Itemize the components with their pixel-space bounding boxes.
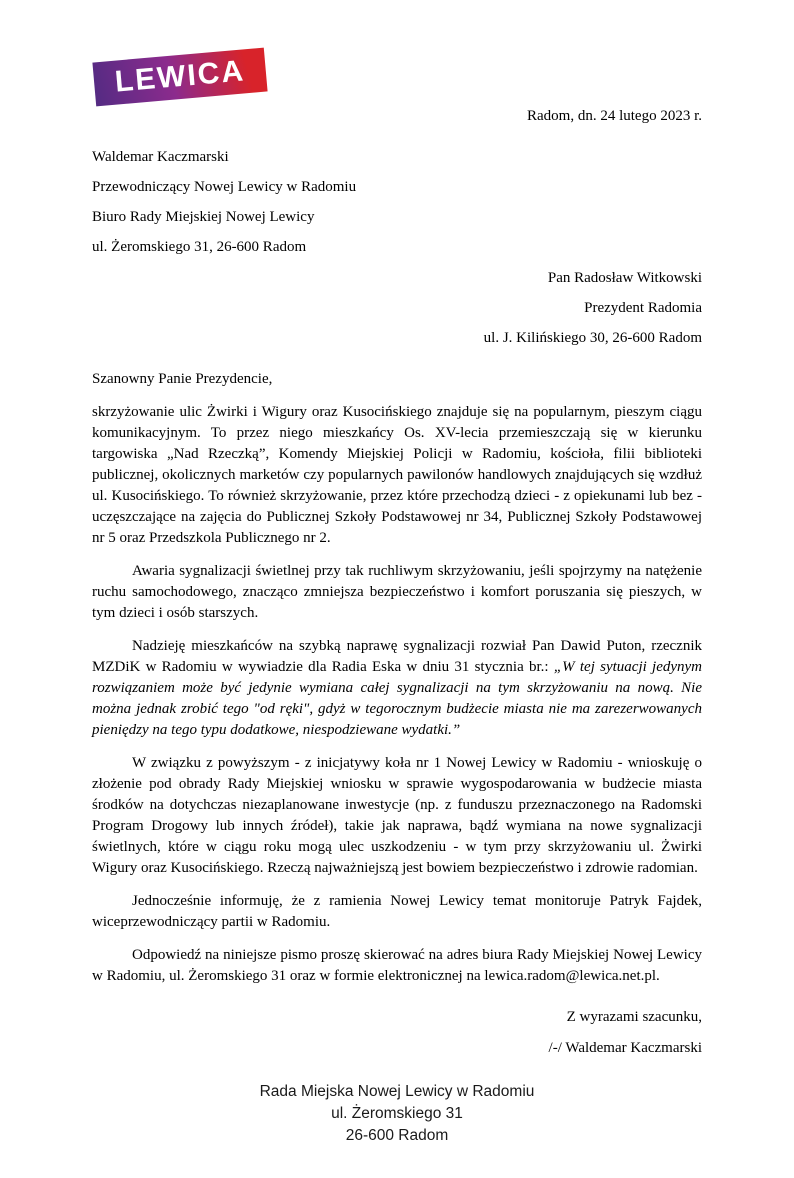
footer-organization: Rada Miejska Nowej Lewicy w Radomiu	[259, 1083, 535, 1100]
recipient-title: Prezydent Radomia	[584, 300, 702, 316]
letter-content	[0, 105, 794, 1147]
paragraph-1: skrzyżowanie ulic Żwirki i Wigury oraz Kusocińskiego znajduje się na popularnym, pieszym ciągu komunikacyjnym. To przez niego mieszkańcy Os. XV-lecia przemieszczają się w kierunku targowiska „Nad Rzeczką”, Komendy Miejskiej Policji w Radomiu, kościoła, filii biblioteki publicznej, okolicznych marketów czy popularnych pawilonów handlowych znajdujących się wzdłuż ul. Kusocińskiego. To również skrzyżowanie, przez które przechodzą dzieci - z opiekunami lub bez - uczęszczające na zajęcia do Publicznej Szkoły Podstawowej nr 34, Publicznej Szkoły Podstawowej nr 5 oraz Przedszkola Publicznego nr 2.	[92, 404, 702, 546]
paragraph-6: Odpowiedź na niniejsze pismo proszę skierować na adres biura Rady Miejskiej Nowej Lewicy w Radomiu, ul. Żeromskiego 31 oraz w formie elektronicznej na lewica.radom@lewica.net.pl.	[92, 947, 702, 984]
lewica-logo-text: LEWICA	[113, 54, 247, 99]
paragraph-3	[92, 636, 702, 741]
signature: /-/ Waldemar Kaczmarski	[548, 1040, 702, 1056]
footer-street: ul. Żeromskiego 31	[331, 1105, 463, 1122]
recipient-name: Pan Radosław Witkowski	[547, 270, 702, 286]
sender-address: ul. Żeromskiego 31, 26-600 Radom	[92, 239, 307, 255]
recipient-address: ul. J. Kilińskiego 30, 26-600 Radom	[483, 330, 702, 346]
sender-block	[92, 147, 702, 258]
sender-office: Biuro Rady Miejskiej Nowej Lewicy	[92, 209, 315, 225]
paragraph-2: Awaria sygnalizacji świetlnej przy tak ruchliwym skrzyżowaniu, jeśli spojrzymy na natężenie ruchu samochodowego, znacząco zmniejsza bezpieczeństwo i komfort poruszania się pieszych, w tym dzieci i osób starszych.	[92, 563, 702, 621]
footer-block	[92, 1081, 702, 1147]
salutation: Szanowny Panie Prezydencie,	[92, 371, 273, 387]
valediction: Z wyrazami szacunku,	[566, 1009, 702, 1025]
footer-city: 26-600 Radom	[345, 1127, 449, 1144]
paragraph-3-lead: Nadzieję mieszkańców na szybką naprawę sygnalizacji rozwiał Pan Dawid Puton, rzecznik MZDiK w Radomiu w wywiadzie dla Radia Eska w dniu 31 stycznia br.:	[92, 638, 702, 675]
sender-title: Przewodniczący Nowej Lewicy w Radomiu	[92, 179, 357, 195]
closing-block	[92, 1007, 702, 1059]
paragraph-3-quote: „W tej sytuacji jedynym rozwiązaniem może być jedynie wymiana całej sygnalizacji na tym skrzyżowaniu na nową. Nie można jednak zrobić tego "od ręki", gdyż w tegorocznym budżecie miasta nie ma zarezerwowanych pieniędzy na tego typu dodatkowe, niespodziewane wydatki.”	[92, 659, 702, 738]
paragraph-5: Jednocześnie informuję, że z ramienia Nowej Lewicy temat monitoruje Patryk Fajdek, wiceprzewodniczący partii w Radomiu.	[92, 893, 702, 930]
sender-name: Waldemar Kaczmarski	[92, 149, 229, 165]
lewica-logo	[92, 48, 267, 107]
recipient-block	[92, 268, 702, 349]
letter-page	[0, 55, 794, 1178]
date-line: Radom, dn. 24 lutego 2023 r.	[527, 108, 702, 124]
paragraph-4: W związku z powyższym - z inicjatywy koła nr 1 Nowej Lewicy w Radomiu - wnioskuję o złożenie pod obrady Rady Miejskiej wniosku w sprawie wygospodarowania w budżecie miasta środków na dotychczas niezaplanowane inwestycje (np. z funduszu przeznaczonego na Radomski Program Drogowy lub innych źródeł), takie jak naprawa, bądź wymiana na nowe sygnalizacji świetlnych, które w ciągu roku mogą ulec uszkodzeniu - w tym przy skrzyżowaniu ul. Żwirki Wigury oraz Kusocińskiego. Rzeczą najważniejszą jest bowiem bezpieczeństwo i zdrowie radomian.	[92, 755, 702, 876]
